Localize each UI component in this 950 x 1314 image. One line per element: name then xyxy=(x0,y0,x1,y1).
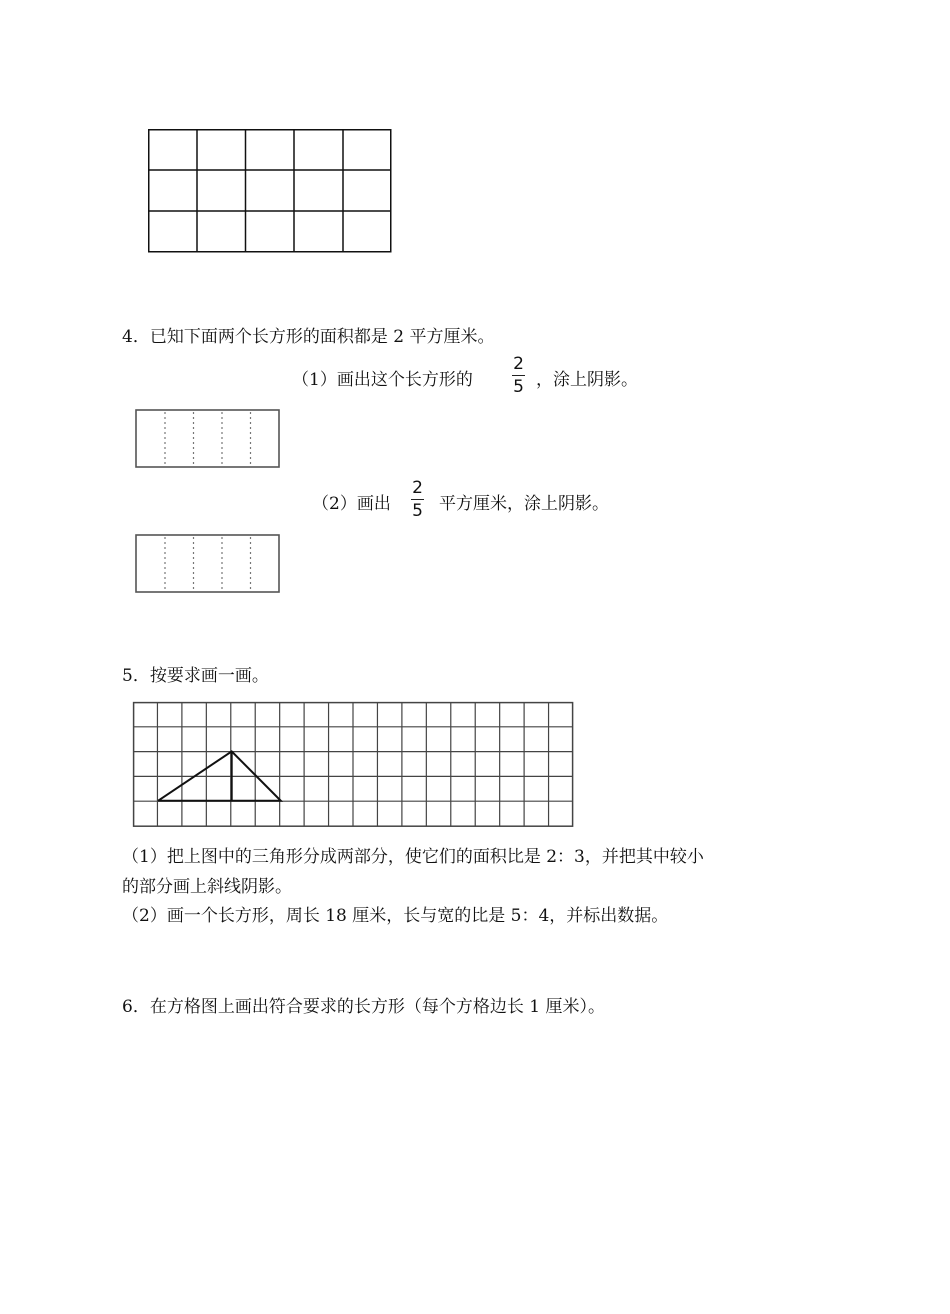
fraction-denominator: 5 xyxy=(513,377,524,397)
q4-title: 4．已知下面两个长方形的面积都是 2 平方厘米。 xyxy=(122,327,495,347)
fraction-bar xyxy=(512,375,525,376)
fraction-numerator: 2 xyxy=(513,354,524,374)
q4-rectangle-1 xyxy=(135,409,281,469)
q4-part2-text-before: （2）画出 xyxy=(312,494,391,514)
q5-sub2: （2）画一个长方形，周长 18 厘米，长与宽的比是 5：4，并标出数据。 xyxy=(122,906,669,926)
fraction-bar xyxy=(411,499,424,500)
q4-part2-fraction xyxy=(411,478,424,521)
q4-part2-text-after: 平方厘米，涂上阴影。 xyxy=(439,494,609,514)
fraction-numerator: 2 xyxy=(412,478,423,498)
q6-title: 6．在方格图上画出符合要求的长方形（每个方格边长 1 厘米）。 xyxy=(122,997,605,1017)
q5-sub1-line2: 的部分画上斜线阴影。 xyxy=(122,877,292,897)
q5-sub1-line1: （1）把上图中的三角形分成两部分，使它们的面积比是 2：3，并把其中较小 xyxy=(122,847,704,867)
q4-part1-text-before: （1）画出这个长方形的 xyxy=(292,370,473,390)
q4-part1-text-after: ，涂上阴影。 xyxy=(536,370,638,390)
q4-part1-fraction xyxy=(512,354,525,397)
fraction-denominator: 5 xyxy=(412,501,423,521)
q5-grid-with-triangle xyxy=(133,702,574,828)
top-grid xyxy=(148,129,392,253)
q4-rectangle-2 xyxy=(135,534,281,594)
q5-title: 5．按要求画一画。 xyxy=(122,666,269,686)
